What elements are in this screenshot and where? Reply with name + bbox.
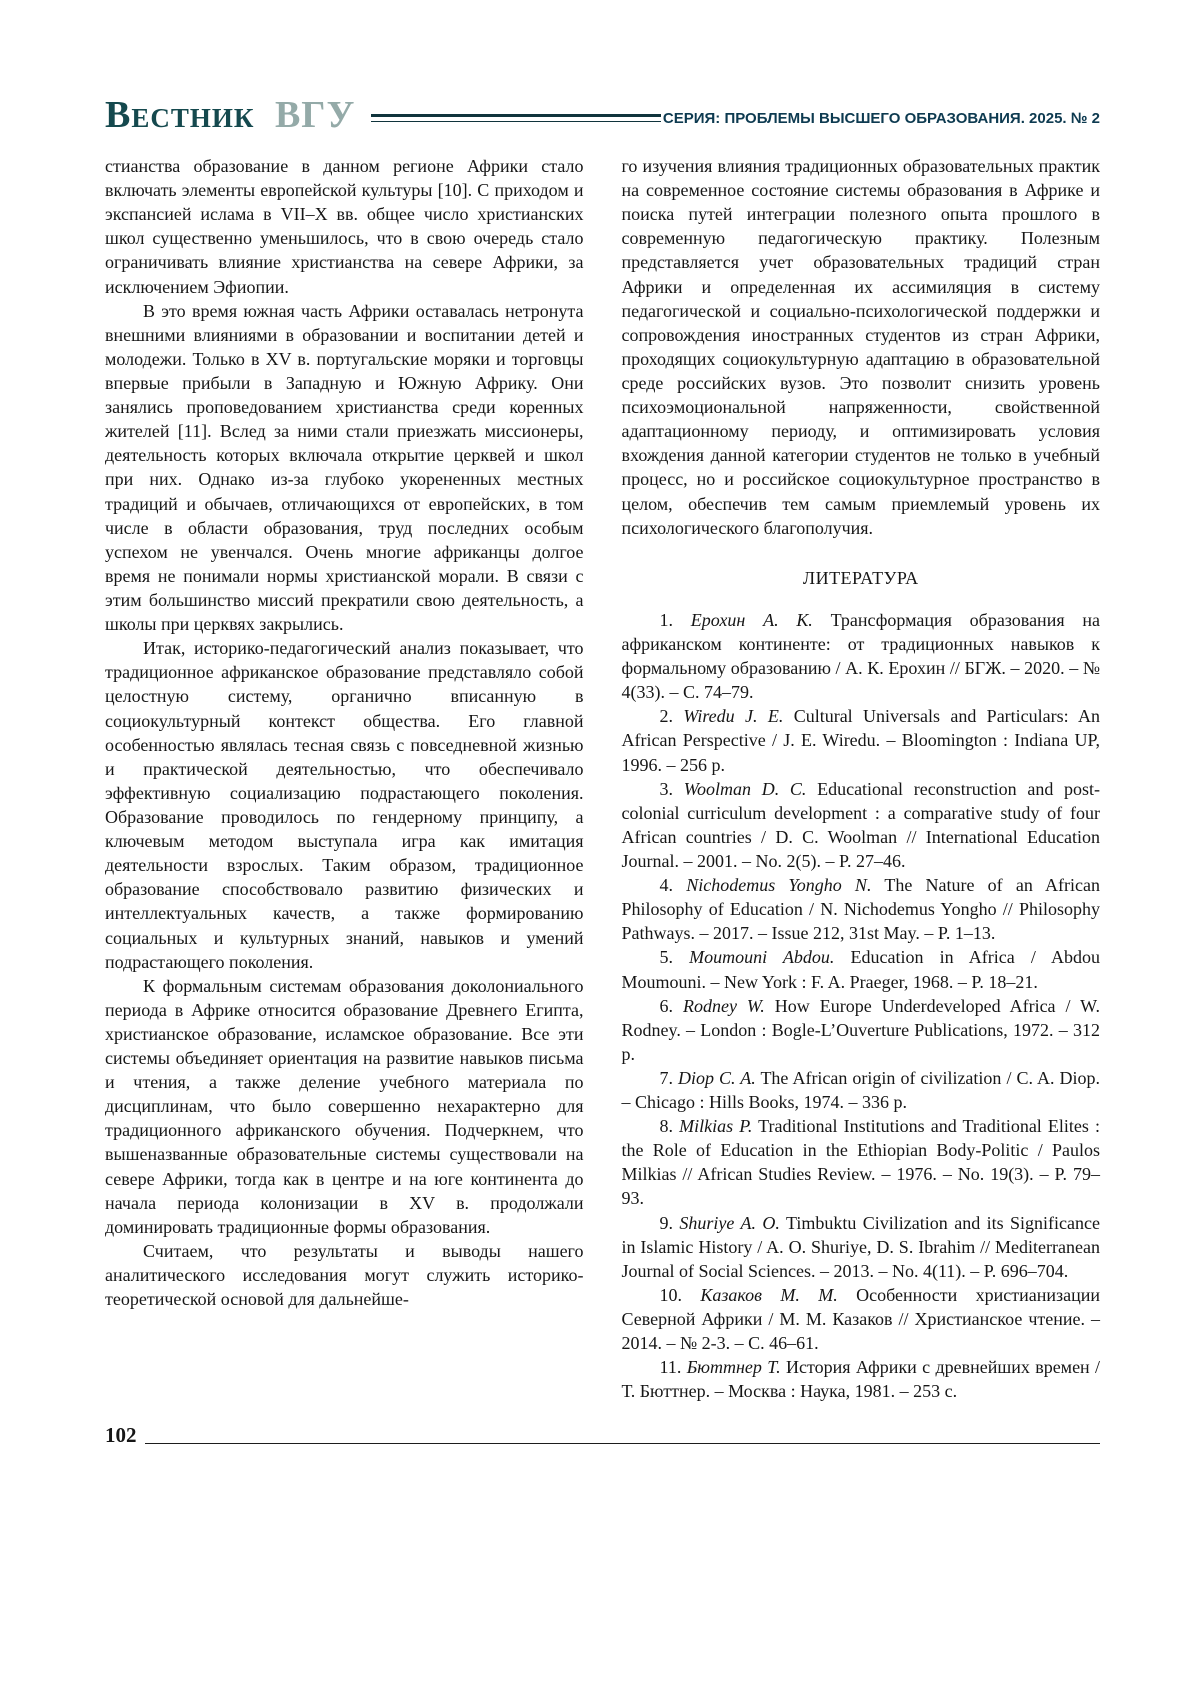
right-column	[622, 154, 1101, 1403]
reference-item	[622, 1211, 1101, 1283]
reference-number: 3.	[659, 778, 673, 799]
reference-item	[622, 994, 1101, 1066]
reference-authors: Бюттнер Т.	[686, 1357, 781, 1378]
reference-number: 10.	[659, 1284, 682, 1305]
reference-text: The African origin of civilization / C. A. Diop. – Chicago : Hills Books, 1974. – 336 p.	[621, 1067, 1100, 1113]
reference-text: The Nature of an African Philosophy of Education / N. Nichodemus Yongho // Philosophy Pathways. – 2017. – Issue 212, 31st May. – P. 1–13.	[621, 875, 1101, 944]
reference-text: Трансформация образования на африканском континенте: от традиционных навыков к формальному образованию / А. К. Ерохин // БГЖ. – 2020. – № 4(33). – С. 74–79.	[621, 609, 1100, 703]
page-footer	[105, 1425, 1100, 1446]
reference-authors: Ерохин А. К.	[690, 609, 813, 630]
reference-text: Education in Africa / Abdou Moumouni. – New York : F. A. Praeger, 1968. – P. 18–21.	[621, 947, 1100, 992]
journal-logo	[105, 96, 355, 134]
reference-number: 11.	[659, 1357, 682, 1378]
reference-number: 1.	[659, 609, 673, 630]
reference-text: Traditional Institutions and Traditional Elites : the Role of Education in the Ethiopian Body-Politic / Paulos Milkias // African Studies Review. – 1976. – No. 19(3). – P. 79–93.	[621, 1116, 1100, 1209]
reference-item	[622, 608, 1101, 704]
reference-item	[622, 704, 1101, 776]
header-double-rule	[371, 114, 661, 122]
reference-item	[622, 1114, 1101, 1210]
reference-authors: Wiredu J. E.	[683, 706, 784, 727]
left-column	[105, 154, 584, 1403]
reference-item	[622, 777, 1101, 873]
references-heading: ЛИТЕРАТУРА	[802, 567, 919, 588]
reference-item	[622, 1066, 1101, 1114]
reference-number: 8.	[659, 1116, 673, 1137]
reference-authors: Moumouni Abdou.	[689, 947, 835, 968]
body-paragraph: Итак, историко-педагогический анализ показывает, что традиционное африканское образование представляло собой целостную систему, органично вписанную в социокультурный контекст общества. Его главной особенностью являлась тесная связь с повседневной жизнью и практической деятельностью, что обеспечивало эффективную социализацию подрастающего поколения. Образование проводилось по гендерному принципу, а ключевым методом выступала игра как имитация деятельности взрослых. Таким образом, традиционное образование способствовало развитию физических и интеллектуальных качеств, а также формированию социальных и культурных знаний, навыков и умений подрастающего поколения.	[105, 638, 584, 972]
reference-text: Timbuktu Civilization and its Significance in Islamic History / A. O. Shuriye, D. S. Ibrahim // Mediterranean Journal of Social Sciences. – 2013. – No. 4(11). – P. 696–704.	[621, 1212, 1100, 1281]
page-header	[105, 96, 1100, 134]
two-column-body	[105, 154, 1100, 1403]
journal-logo-main: Вестник	[105, 94, 255, 136]
reference-text: How Europe Underdeveloped Africa / W. Rodney. – London : Bogle-L’Ouverture Publications, 1972. – 312 p.	[621, 995, 1100, 1064]
series-title: СЕРИЯ: ПРОБЛЕМЫ ВЫСШЕГО ОБРАЗОВАНИЯ. 2025. № 2	[662, 109, 1100, 127]
reference-authors: Shuriye A. O.	[679, 1212, 780, 1233]
body-paragraph: К формальным системам образования доколониального периода в Африке относится образование Древнего Египта, христианское образование, исламское образование. Все эти системы объединяет ориентация на развитие навыков письма и чтения, а также деление учебного материала по дисциплинам, что было совершенно нехарактерно для традиционного африканского обучения. Подчеркнем, что вышеназванные образовательные системы существовали на севере Африки, тогда как в центре и на юге континента до начала периода колонизации в XV в. продолжали доминировать традиционные формы образования.	[105, 975, 584, 1237]
footer-rule	[145, 1443, 1101, 1444]
reference-number: 4.	[659, 875, 673, 896]
reference-number: 2.	[659, 706, 673, 727]
reference-authors: Nichodemus Yongho N.	[686, 875, 872, 896]
reference-item	[622, 945, 1101, 993]
reference-text: Особенности христианизации Северной Африки / М. М. Казаков // Христианское чтение. – 2014. – № 2-3. – С. 46–61.	[621, 1284, 1100, 1354]
reference-text: Cultural Universals and Particulars: An African Perspective / J. E. Wiredu. – Bloomington : Indiana UP, 1996. – 256 p.	[621, 706, 1101, 775]
reference-item	[622, 1355, 1101, 1403]
reference-text: Educational reconstruction and post-colonial curriculum development : a comparative study of four African countries / D. C. Woolman // International Education Journal. – 2001. – No. 2(5). – P. 27–46.	[621, 778, 1101, 871]
reference-authors: Rodney W.	[682, 995, 765, 1016]
reference-number: 5.	[659, 947, 673, 968]
body-paragraph: го изучения влияния традиционных образовательных практик на современное состояние системы образования в Африке и поиска путей интеграции полезного опыта прошлого в современную педагогическую практику. Полезным представляется учет образовательных традиций стран Африки и определенная их ассимиляция в систему педагогической и социально-психологической поддержки и сопровождения иностранных студентов из стран Африки, проходящих социокультурную адаптацию в образовательной среде российских вузов. Это позволит снизить уровень психоэмоциональной напряженности, свойственной адаптационному периоду, и оптимизировать условия вхождения данной категории студентов не только в учебный процесс, но и российское социокультурное пространство в целом, обеспечив тем самым приемлемый уровень их психологического благополучия.	[621, 156, 1100, 538]
reference-authors: Woolman D. C.	[683, 778, 807, 799]
reference-item	[622, 1283, 1101, 1355]
reference-item	[622, 873, 1101, 945]
body-paragraph: стианства образование в данном регионе Африки стало включать элементы европейской культуры [10]. С приходом и экспансией ислама в VII–X вв. общее число христианских школ существенно уменьшилось, что в свою очередь стало ограничивать влияние христианства на севере Африки, за исключением Эфиопии.	[105, 156, 584, 297]
reference-number: 7.	[659, 1067, 673, 1088]
reference-number: 9.	[659, 1212, 673, 1233]
body-paragraph: В это время южная часть Африки оставалась нетронута внешними влияниями в образовании и воспитании детей и молодежи. Только в XV в. португальские моряки и торговцы впервые прибыли в Западную и Южную Африку. Они занялись проповедованием христианства среди коренных жителей [11]. Вслед за ними стали приезжать миссионеры, деятельность которых включала открытие церквей и школ при них. Однако из-за глубоко укорененных местных традиций и обычаев, отличающихся от европейских, в том числе в области образования, труд последних особым успехом не увенчался. Очень многие африканцы долгое время не понимали нормы христианской морали. В связи с этим большинство миссий прекратили свою деятельность, а школы при церквях закрылись.	[105, 300, 584, 635]
reference-authors: Diop C. A.	[678, 1067, 756, 1088]
journal-logo-sub: ВГУ	[274, 94, 356, 136]
reference-authors: Казаков М. М.	[700, 1284, 838, 1305]
reference-text: История Африки с древнейших времен / Т. Бюттнер. – Москва : Наука, 1981. – 253 с.	[621, 1357, 1101, 1402]
reference-authors: Milkias P.	[679, 1116, 753, 1137]
page-number: 102	[105, 1423, 137, 1447]
reference-number: 6.	[659, 995, 673, 1016]
body-paragraph: Считаем, что результаты и выводы нашего аналитического исследования могут служить историко-теоретической основой для дальнейше-	[105, 1240, 584, 1310]
